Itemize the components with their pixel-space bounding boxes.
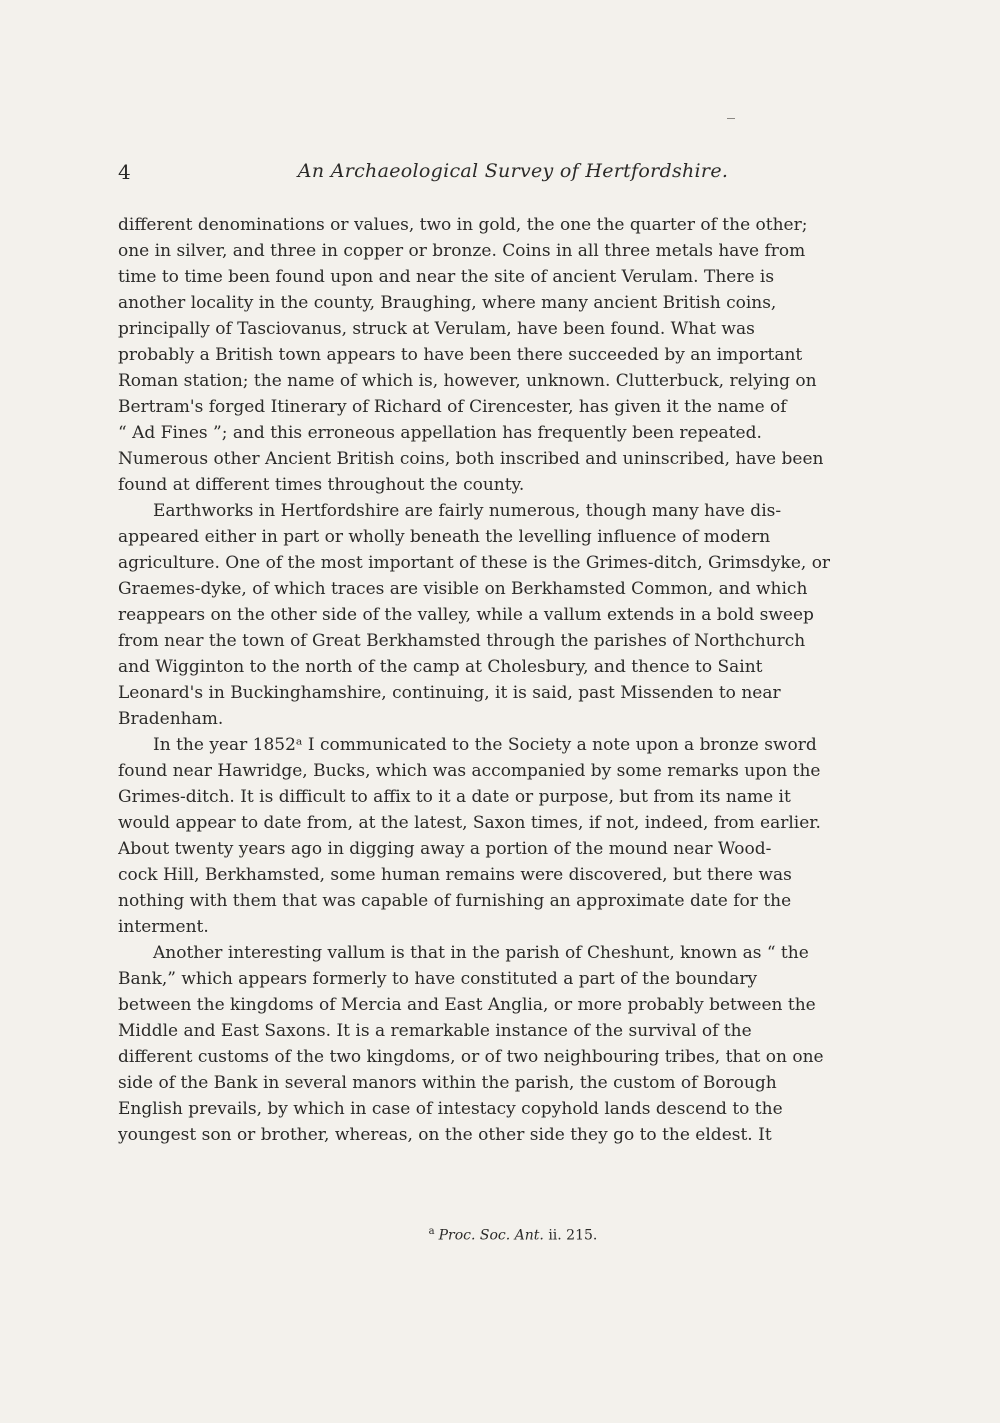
text-line: side of the Bank in several manors within the parish, the custom of Borough (118, 1073, 777, 1093)
text-line: another locality in the county, Braughing, where many ancient British coins, (118, 293, 777, 313)
footnote-location: ii. 215. (548, 1227, 598, 1244)
text-line: time to time been found upon and near the site of ancient Verulam. There is (118, 267, 775, 287)
body-text (118, 212, 908, 1148)
text-line: Roman station; the name of which is, however, unknown. Clutterbuck, relying on (118, 371, 817, 391)
text-line: “ Ad Fines ”; and this erroneous appellation has frequently been repeated. (118, 423, 762, 443)
text-line: Graemes-dyke, of which traces are visible on Berkhamsted Common, and which (118, 579, 808, 599)
footnote-mark: a (428, 1226, 435, 1237)
text-line: different customs of the two kingdoms, or of two neighbouring tribes, that on one (118, 1047, 824, 1067)
paragraph (118, 212, 908, 498)
paragraph (118, 498, 908, 732)
text-line: Numerous other Ancient British coins, both inscribed and uninscribed, have been (118, 449, 824, 469)
text-line: English prevails, by which in case of intestacy copyhold lands descend to the (118, 1099, 783, 1119)
text-line: Grimes-ditch. It is difficult to affix to it a date or purpose, but from its name it (118, 787, 791, 807)
text-line: agriculture. One of the most important of these is the Grimes-ditch, Grimsdyke, or (118, 553, 831, 573)
running-title: An Archaeological Survey of Hertfordshire. (297, 160, 729, 182)
text-line: nothing with them that was capable of furnishing an approximate date for the (118, 891, 792, 911)
text-line: principally of Tasciovanus, struck at Verulam, have been found. What was (118, 319, 755, 339)
text-line: appeared either in part or wholly beneath the levelling influence of modern (118, 527, 771, 547)
text-line: Bertram's forged Itinerary of Richard of Cirencester, has given it the name of (118, 397, 787, 417)
footnote-reference: Proc. Soc. Ant. (438, 1227, 544, 1244)
text-line: interment. (118, 917, 209, 937)
paragraph (118, 940, 908, 1148)
text-line: Bradenham. (118, 709, 224, 729)
text-line: and Wigginton to the north of the camp at Cholesbury, and thence to Saint (118, 657, 763, 677)
text-line: Leonard's in Buckinghamshire, continuing, it is said, past Missenden to near (118, 683, 781, 703)
footnote (118, 1226, 908, 1244)
text-line: About twenty years ago in digging away a portion of the mound near Wood- (118, 839, 772, 859)
text-line: found at different times throughout the county. (118, 475, 525, 495)
text-line: Bank,” which appears formerly to have constituted a part of the boundary (118, 969, 758, 989)
text-line: from near the town of Great Berkhamsted through the parishes of Northchurch (118, 631, 806, 651)
text-line: probably a British town appears to have been there succeeded by an important (118, 345, 803, 365)
text-line: youngest son or brother, whereas, on the other side they go to the eldest. It (118, 1125, 772, 1145)
scan-mark (727, 118, 735, 119)
text-line: reappears on the other side of the valley, while a vallum extends in a bold sweep (118, 605, 814, 625)
text-line: Another interesting vallum is that in the parish of Cheshunt, known as “ the (153, 943, 809, 963)
text-line: would appear to date from, at the latest, Saxon times, if not, indeed, from earlier. (118, 813, 821, 833)
text-line: one in silver, and three in copper or bronze. Coins in all three metals have from (118, 241, 806, 261)
text-line: found near Hawridge, Bucks, which was accompanied by some remarks upon the (118, 761, 821, 781)
text-line: between the kingdoms of Mercia and East Anglia, or more probably between the (118, 995, 816, 1015)
text-line: Earthworks in Hertfordshire are fairly numerous, though many have dis- (153, 501, 782, 521)
text-line: different denominations or values, two in gold, the one the quarter of the other; (118, 215, 808, 235)
text-line: Middle and East Saxons. It is a remarkable instance of the survival of the (118, 1021, 752, 1041)
page-header (118, 160, 908, 190)
text-line: In the year 1852ᵃ I communicated to the Society a note upon a bronze sword (153, 735, 817, 755)
text-line: cock Hill, Berkhamsted, some human remains were discovered, but there was (118, 865, 792, 885)
paragraph (118, 732, 908, 940)
page-number: 4 (118, 160, 131, 184)
